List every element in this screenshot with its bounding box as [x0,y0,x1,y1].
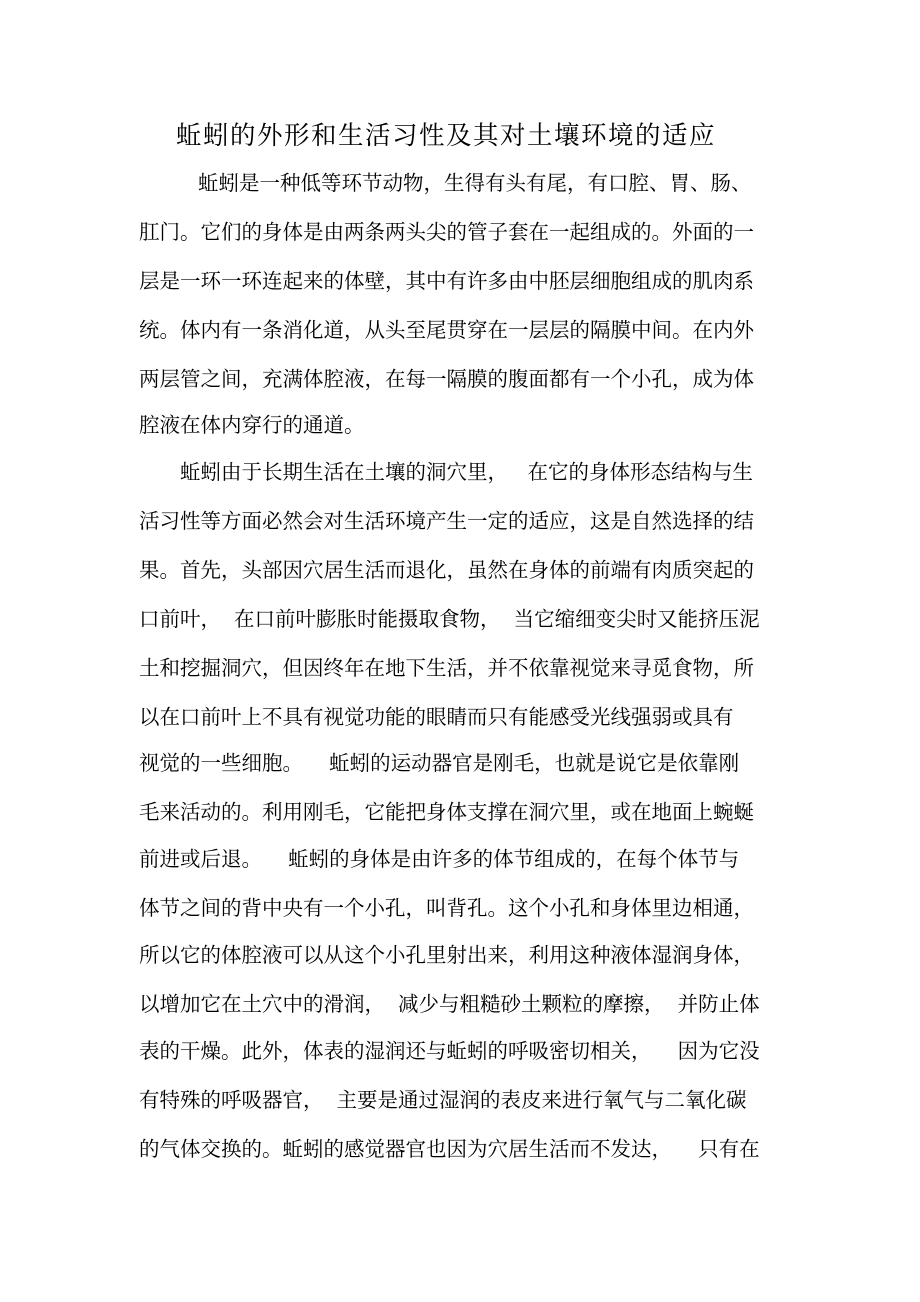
paragraph-line: 肛门。它们的身体是由两条两头尖的管子套在一起组成的。外面的一 [139,220,754,244]
document-title: 蚯蚓的外形和生活习性及其对土壤环境的适应 [176,121,717,151]
paragraph-line: 以增加它在土穴中的滑润， 减少与粗糙砂土颗粒的摩擦， 并防止体 [139,992,760,1016]
paragraph-line: 口前叶， 在口前叶膨胀时能摄取食物， 当它缩细变尖时又能挤压泥 [139,607,760,631]
paragraph-line: 的气体交换的。蚯蚓的感觉器官也因为穴居生活而不发达， 只有在 [139,1137,760,1161]
paragraph-line: 蚯蚓由于长期生活在土壤的洞穴里， 在它的身体形态结构与生 [180,460,754,484]
paragraph-line: 所以它的体腔液可以从这个小孔里射出来，利用这种液体湿润身体， [139,943,754,967]
paragraph-line: 活习性等方面必然会对生活环境产生一定的适应，这是自然选择的结 [139,509,754,533]
paragraph-line: 层是一环一环连起来的体壁，其中有许多由中胚层细胞组成的肌肉系 [139,269,754,293]
paragraph-line: 毛来活动的。利用刚毛，它能把身体支撑在洞穴里，或在地面上蜿蜒 [139,800,754,824]
paragraph-line: 蚯蚓是一种低等环节动物，生得有头有尾，有口腔、胃、肠、 [198,171,752,195]
paragraph-line: 统。体内有一条消化道，从头至尾贯穿在一层层的隔膜中间。在内外 [139,318,754,342]
paragraph-line: 有特殊的呼吸器官， 主要是通过湿润的表皮来进行氧气与二氧化碳 [139,1088,747,1112]
paragraph-line: 腔液在体内穿行的通道。 [139,413,365,437]
paragraph-line: 以在口前叶上不具有视觉功能的眼睛而只有能感受光线强弱或具有 [139,705,734,729]
paragraph-line: 果。首先，头部因穴居生活而退化，虽然在身体的前端有肉质突起的 [139,558,754,582]
paragraph-line: 视觉的一些细胞。 蚯蚓的运动器官是刚毛，也就是说它是依靠刚 [139,751,740,775]
paragraph-line: 前进或后退。 蚯蚓的身体是由许多的体节组成的，在每个体节与 [139,847,740,871]
paragraph-line: 土和挖掘洞穴，但因终年在地下生活，并不依靠视觉来寻觅食物，所 [139,656,754,680]
paragraph-line: 表的干燥。此外，体表的湿润还与蚯蚓的呼吸密切相关， 因为它没 [139,1039,760,1063]
paragraph-line: 两层管之间，充满体腔液，在每一隔膜的腹面都有一个小孔，成为体 [139,367,754,391]
paragraph-line: 体节之间的背中央有一个小孔，叫背孔。这个小孔和身体里边相通， [139,896,754,920]
